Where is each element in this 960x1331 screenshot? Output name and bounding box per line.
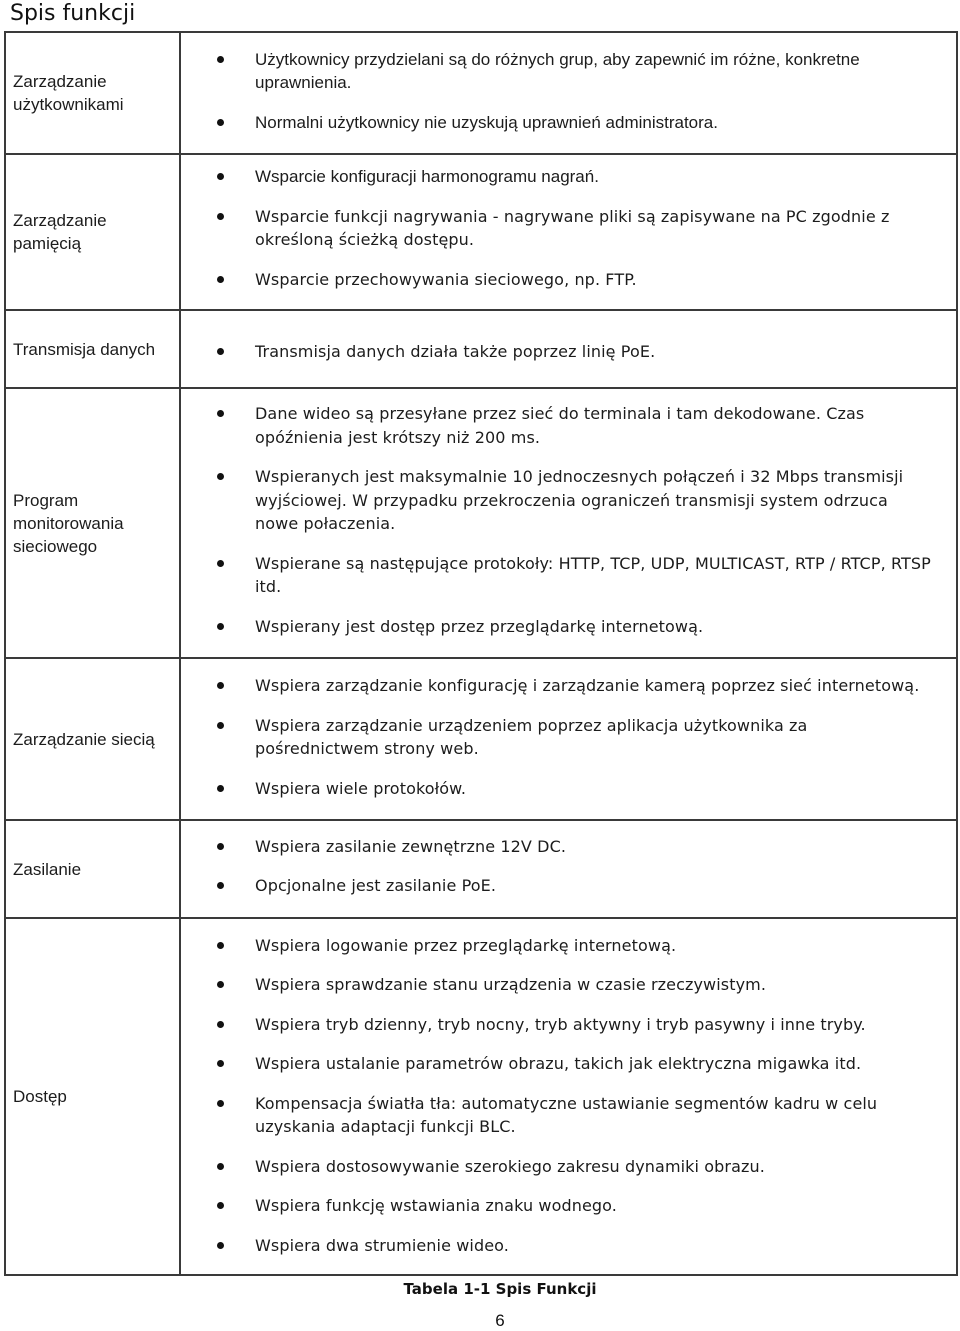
bullet-list — [181, 934, 956, 1258]
list-item — [181, 1013, 956, 1037]
bullet-icon — [217, 785, 224, 792]
bullet-icon — [217, 348, 224, 355]
list-item — [181, 1155, 956, 1179]
list-item-text: Transmisja danych działa także poprzez linię PoE. — [255, 342, 656, 362]
list-item — [181, 1052, 956, 1076]
page-number: 6 — [495, 1311, 505, 1330]
page-title: Spis funkcji — [10, 1, 136, 26]
list-item — [181, 340, 956, 364]
list-item — [181, 165, 956, 189]
list-item-text: Wspierany jest dostęp przez przeglądarkę internetową. — [255, 616, 704, 636]
category-cell: Program monitorowania sieciowego — [5, 388, 180, 658]
list-item-text: Użytkownicy przydzielani są do różnych grup, aby zapewnić im różne, konkretne uprawnienia. — [255, 49, 860, 93]
bullet-icon — [217, 119, 224, 126]
bullet-list — [181, 402, 956, 638]
bullet-icon — [217, 410, 224, 417]
list-item-text: Wspiera wiele protokołów. — [255, 778, 467, 798]
list-item — [181, 615, 956, 639]
items-cell — [180, 918, 957, 1275]
list-item-text: Wspiera zasilanie zewnętrzne 12V DC. — [255, 836, 567, 856]
bullet-list — [181, 835, 956, 898]
bullet-icon — [217, 722, 224, 729]
table-row — [5, 154, 957, 310]
list-item — [181, 973, 956, 997]
list-item-text: Wspiera ustalanie parametrów obrazu, takich jak elektryczna migawka itd. — [255, 1054, 862, 1074]
bullet-list — [181, 674, 956, 800]
list-item-text: Normalni użytkownicy nie uzyskują uprawnień administratora. — [255, 112, 718, 132]
bullet-list — [181, 48, 956, 135]
list-item-text: Opcjonalne jest zasilanie PoE. — [255, 876, 497, 895]
bullet-list — [181, 340, 956, 364]
bullet-icon — [217, 173, 224, 180]
list-item-text: Wspiera zarządzanie konfigurację i zarządzanie kamerą poprzez sieć internetową. — [255, 676, 920, 695]
bullet-list — [181, 165, 956, 291]
list-item — [181, 934, 956, 958]
items-cell — [180, 820, 957, 918]
list-item-text: Dane wideo są przesyłane przez sieć do terminala i tam dekodowane. Czas opóźnienia jest krótszy niż 200 ms. — [255, 404, 865, 447]
bullet-icon — [217, 1060, 224, 1067]
bullet-icon — [217, 1202, 224, 1209]
list-item — [181, 48, 956, 95]
category-cell: Transmisja danych — [5, 310, 180, 388]
items-cell — [180, 310, 957, 388]
list-item — [181, 674, 956, 698]
items-cell — [180, 154, 957, 310]
bullet-icon — [217, 1100, 224, 1107]
bullet-icon — [217, 981, 224, 988]
bullet-icon — [217, 473, 224, 480]
list-item-text: Wspiera zarządzanie urządzeniem poprzez aplikacja użytkownika za pośrednictwem strony web. — [255, 715, 808, 758]
list-item-text: Wspieranych jest maksymalnie 10 jednoczesnych połączeń i 32 Mbps transmisji wyjściowej. W przypadku przekroczenia ograniczeń transmisji system odrzuca nowe połaczenia. — [255, 467, 904, 533]
list-item-text: Wspierane są następujące protokoły: HTTP, TCP, UDP, MULTICAST, RTP / RTCP, RTSP itd. — [255, 553, 931, 596]
list-item-text: Wspiera dostosowywanie szerokiego zakresu dynamiki obrazu. — [255, 1156, 765, 1176]
feature-table — [4, 31, 958, 1276]
list-item-text: Wspiera dwa strumienie wideo. — [255, 1235, 509, 1255]
list-item — [181, 402, 956, 449]
list-item-text: Wspiera logowanie przez przeglądarkę internetową. — [255, 935, 677, 955]
table-row — [5, 310, 957, 388]
list-item — [181, 111, 956, 135]
bullet-icon — [217, 843, 224, 850]
bullet-icon — [217, 1242, 224, 1249]
list-item — [181, 1234, 956, 1258]
list-item — [181, 205, 956, 252]
list-item-text: Wspiera tryb dzienny, tryb nocny, tryb aktywny i tryb pasywny i inne tryby. — [255, 1014, 866, 1034]
list-item-text: Wsparcie funkcji nagrywania - nagrywane pliki są zapisywane na PC zgodnie z określoną ścieżką dostępu. — [255, 206, 890, 249]
list-item — [181, 1194, 956, 1218]
category-cell: Dostęp — [5, 918, 180, 1275]
table-row — [5, 32, 957, 154]
category-cell: Zasilanie — [5, 820, 180, 918]
list-item — [181, 835, 956, 859]
bullet-icon — [217, 1163, 224, 1170]
bullet-icon — [217, 276, 224, 283]
bullet-icon — [217, 560, 224, 567]
bullet-icon — [217, 213, 224, 220]
list-item-text: Wspiera funkcję wstawiania znaku wodnego. — [255, 1196, 617, 1216]
list-item-text: Wsparcie przechowywania sieciowego, np. FTP. — [255, 269, 637, 289]
list-item — [181, 777, 956, 801]
table-caption: Tabela 1-1 Spis Funkcji — [403, 1280, 597, 1298]
bullet-icon — [217, 1021, 224, 1028]
category-cell: Zarządzanie pamięcią — [5, 154, 180, 310]
list-item — [181, 552, 956, 599]
bullet-icon — [217, 882, 224, 889]
list-item — [181, 1092, 956, 1139]
list-item — [181, 714, 956, 761]
table-row — [5, 388, 957, 658]
bullet-icon — [217, 623, 224, 630]
items-cell — [180, 388, 957, 658]
table-row — [5, 658, 957, 820]
table-row — [5, 918, 957, 1275]
list-item-text: Wsparcie konfiguracji harmonogramu nagrań. — [255, 167, 599, 186]
items-cell — [180, 32, 957, 154]
table-row — [5, 820, 957, 918]
bullet-icon — [217, 682, 224, 689]
list-item — [181, 874, 956, 898]
items-cell — [180, 658, 957, 820]
list-item — [181, 465, 956, 536]
category-cell: Zarządzanie siecią — [5, 658, 180, 820]
bullet-icon — [217, 942, 224, 949]
category-cell: Zarządzanie użytkownikami — [5, 32, 180, 154]
list-item — [181, 268, 956, 292]
list-item-text: Kompensacja światła tła: automatyczne ustawianie segmentów kadru w celu uzyskania adaptacji funkcji BLC. — [255, 1093, 878, 1137]
bullet-icon — [217, 56, 224, 63]
list-item-text: Wspiera sprawdzanie stanu urządzenia w czasie rzeczywistym. — [255, 975, 767, 995]
